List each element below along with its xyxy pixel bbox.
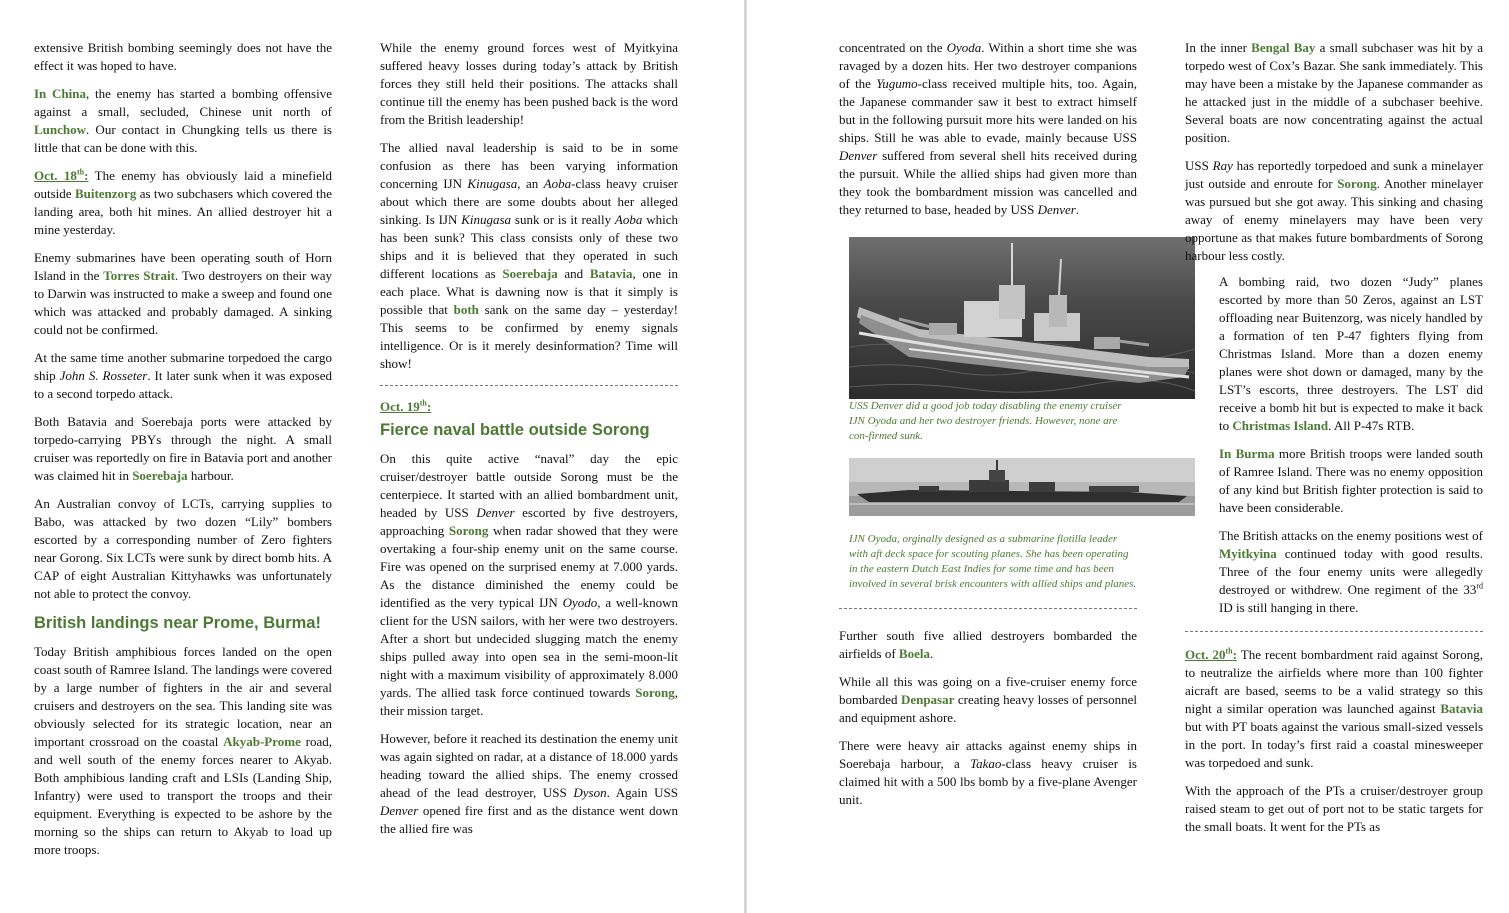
indented-block	[1185, 273, 1483, 617]
date-label: Oct. 19th:	[380, 398, 432, 414]
place-name: Sorong	[448, 523, 489, 538]
paragraph: extensive British bombing seemingly does not have the effect it was hoped to have.	[34, 40, 332, 73]
place-name: Soerebaja	[132, 468, 188, 483]
place-name: Soerebaja	[502, 266, 558, 281]
place-name: In Burma	[1219, 446, 1275, 461]
paragraph: However, before it reached its destination the enemy unit was again sighted on radar, at a distance of 18.000 yards heading toward the allied ships. The enemy crossed ahead of the lead destroyer, USS Dyson. Again USS Denver opened fire first and as the distance went down the allied fire was	[380, 731, 678, 836]
cruiser-photo	[849, 458, 1195, 516]
place-name: Sorong	[635, 685, 675, 700]
paragraph: The allied naval leadership is said to be in some confusion as there has been varying information concerning IJN Kinugasa, an Aoba-class heavy cruiser about which there are some doubts about her alleged sinking. Is IJN Kinugasa sunk or is it really Aoba which has been sunk? This class consists only of these two ships and it is believed that they operated in such different locations as Soerebaja and Batavia, one in each place. What is dawning now is that it simply is possible that both sank on the same day – yesterday! This seems to be confirmed by enemy signals intelligence. Or is it merely desinformation? Time will show!	[380, 140, 678, 371]
place-name: Batavia	[589, 266, 633, 281]
photo-block-oyoda	[849, 458, 1137, 592]
column-3	[839, 39, 1137, 819]
date-label: Oct. 18th:	[34, 167, 89, 183]
section-divider	[380, 385, 678, 386]
paragraph: In the inner Bengal Bay a small subchaser was hit by a torpedo west of Cox’s Bazar. She sank immediately. This may have been a mistake by the Japanese commander as he attacked just in the middle of a subchaser beehive. Several boats are now concentrating against the actual position.	[1185, 40, 1483, 145]
paragraph: Oct. 20th: The recent bombardment raid against Sorong, to neutralize the airfields where more than 100 fighter aicraft are based, seems to be a valid strategy so this night a similar operation was launched against Batavia but with PT boats against the various small-sized vessels in the port. In today’s first raid a coastal minesweeper was torpedoed and sunk.	[1185, 646, 1483, 770]
emphasis: both	[453, 302, 479, 317]
paragraph: USS Ray has reportedly torpedoed and sunk a minelayer just outside and enroute for Sorong. Another minelayer was pursued but she got away. This sinking and chasing away of enemy minelayers may have been very opportune as that makes future bombardments of Sorong harbour less costly.	[1185, 158, 1483, 263]
paragraph: The British attacks on the enemy positions west of Myitkyina continued today with good results. Three of the four enemy units were allegedly destroyed or withdrew. One regiment of the 33rd ID is still hanging in there.	[1219, 528, 1483, 615]
place-name: Myitkyina	[1219, 546, 1277, 561]
paragraph: At the same time another submarine torpedoed the cargo ship John S. Rosseter. It later sunk when it was exposed to a second torpedo attack.	[34, 350, 332, 401]
place-name: Christmas Island	[1232, 418, 1329, 433]
place-name: Akyab-Prome	[223, 734, 301, 749]
paragraph: concentrated on the Oyoda. Within a short time she was ravaged by a dozen hits. Her two destroyer companions of the Yugumo-class received multiple hits, too. Again, the Japanese commander saw it best to extract himself but in the following pursuit more hits were landed on his ships. Still he was able to evade, mainly because USS Denver suffered from several shell hits received during the pursuit. While the allied ships had given more than they took the bombardment mission was cancelled and they returned to base, headed by USS Denver.	[839, 40, 1137, 217]
paragraph: A bombing raid, two dozen “Judy” planes escorted by more than 50 Zeros, against an LST offloading near Buitenzorg, was nicely handled by a formation of ten P-47 fighters flying from Christmas Island. More than a dozen enemy planes were shot down or damaged, many by the LST’s escorts, three destroyers. The LST did receive a bomb hit but is expected to make it back to Christmas Island. All P-47s RTB.	[1219, 274, 1483, 433]
section-heading: Fierce naval battle outside Sorong	[380, 421, 650, 439]
paragraph: Further south five allied destroyers bombarded the airfields of Boela.	[839, 628, 1137, 661]
section-heading: British landings near Prome, Burma!	[34, 614, 321, 632]
paragraph: Enemy submarines have been operating south of Horn Island in the Torres Strait. Two destroyers on their way to Darwin was instructed to make a sweep and found one which was attacked and probably damaged. A sinking could not be confirmed.	[34, 250, 332, 337]
paragraph: In China, the enemy has started a bombing offensive against a small, secluded, Chinese unit north of Lunchow. Our contact in Chungking tells us there is little that can be done with this.	[34, 86, 332, 155]
place-name: Sorong	[1337, 176, 1377, 191]
paragraph: In Burma more British troops were landed south of Ramree Island. There was no enemy opposition of any kind but British fighter protection is said to have been considerable.	[1219, 446, 1483, 515]
cruiser-photo	[849, 237, 1195, 399]
paragraph: Oct. 18th: The enemy has obviously laid a minefield outside Buitenzorg as two subchasers which covered the landing area, both hit mines. An allied destroyer hit a mine yesterday.	[34, 167, 333, 237]
column-2	[380, 39, 678, 848]
place-name: In China	[34, 86, 86, 101]
paragraph: An Australian convoy of LCTs, carrying supplies to Babo, was attacked by two dozen “Lily” bombers escorted by a corresponding number of Zero fighters near Gorong. Six LCTs were sunk by direct bomb hits. A CAP of eight Australian Kittyhawks was unfortunately not able to protect the convoy.	[34, 496, 332, 601]
paragraph: While all this was going on a five-cruiser enemy force bombarded Denpasar creating heavy losses of personnel and equipment ashore.	[839, 674, 1137, 725]
paragraph: Today British amphibious forces landed on the open coast south of Ramree Island. The landings were covered by a large number of fighters in the air and several cruisers and destroyers on the sea. This landing site was obviously selected for its strategic location, near an important crossroad on the coastal Akyab-Prome road, and well south of the enemy forces nearer to Akyab. Both amphibious landing craft and LSIs (Landing Ship, Infantry) were used to transport the troops and their equipment. Everything is expected to be ashore by the morning so the ships can return to Akyab to load up more troops.	[34, 644, 332, 857]
paragraph: There were heavy air attacks against enemy ships in Soerebaja harbour, a Takao-class heavy cruiser is claimed hit with a 500 lbs bomb by a five-plane Avenger unit.	[839, 738, 1137, 807]
place-name: Torres Strait	[103, 268, 175, 283]
paragraph: With the approach of the PTs a cruiser/destroyer group raised steam to get out of port not to be static targets for the small boats. It went for the PTs as	[1185, 783, 1483, 834]
right-page	[747, 0, 1509, 913]
place-name: Denpasar	[900, 692, 955, 707]
ship-name: John S. Rosseter	[59, 368, 148, 383]
section-divider	[839, 608, 1137, 609]
date-line	[380, 398, 678, 416]
column-1	[34, 39, 332, 869]
place-name: Lunchow	[34, 122, 87, 137]
section-divider	[1185, 631, 1483, 632]
place-name: Boela	[898, 646, 930, 661]
paragraph: On this quite active “naval” day the epic cruiser/destroyer battle outside Sorong must be the centerpiece. It started with an allied bombardment unit, headed by USS Denver escorted by five destroyers, approaching Sorong when radar showed that they were overtaking a four-ship enemy unit on the same course. Fire was opened on the surprised enemy at 7.000 yards. As the distance diminished the enemy could be identified as the very typical IJN Oyodo, a well-known client for the USN sailors, with her were two destroyers. After a short but undecided slugging match the enemy ships pulled away into open sea in the semi-moon-lit night with a maximum visibility of approximately 8.000 yards. The allied task force continued towards Sorong, their mission target.	[380, 451, 679, 718]
paragraph: Both Batavia and Soerebaja ports were attacked by torpedo-carrying PBYs through the night. A small cruiser was reportedly on fire in Batavia port and another was claimed hit in Soerebaja harbour.	[34, 414, 332, 483]
paragraph: While the enemy ground forces west of Myitkyina suffered heavy losses during today’s attack by British forces they still held their positions. The attacks shall continue till the enemy has been pushed back is the word from the British leadership!	[380, 40, 678, 127]
photo-block-denver	[849, 237, 1137, 444]
column-4	[1185, 39, 1483, 846]
photo-caption: IJN Oyoda, orginally designed as a submarine flotilla leader with aft deck space for scouting planes. She has been operating in the eastern Dutch East Indies for some time and has been involved in several brisk encounters with allied ships and planes.	[849, 533, 1137, 590]
place-name: Bengal Bay	[1251, 40, 1316, 55]
place-name: Buitenzorg	[74, 186, 137, 201]
date-label: Oct. 20th:	[1185, 646, 1237, 662]
place-name: Batavia	[1440, 701, 1483, 716]
photo-caption: USS Denver did a good job today disabling the enemy cruiser IJN Oyoda and her two destroyer friends. However, none are con-firmed sunk.	[849, 400, 1122, 442]
left-page	[0, 0, 744, 913]
